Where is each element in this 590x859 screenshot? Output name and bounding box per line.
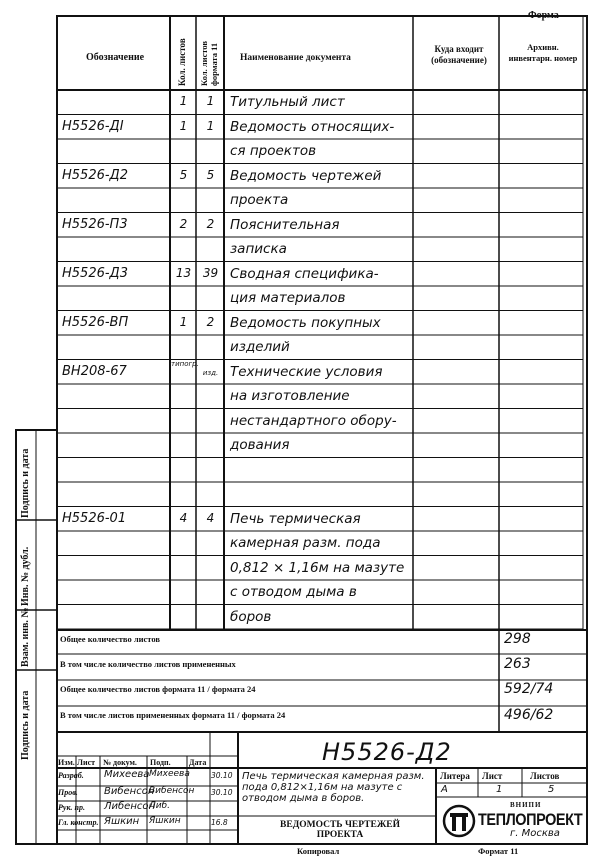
lit-value: А xyxy=(441,784,448,795)
row-name: Сводная специфика- xyxy=(230,265,379,282)
row-name: ция материалов xyxy=(230,290,346,306)
sheet-value: 1 xyxy=(496,784,503,795)
format-bottom: Формат 11 xyxy=(478,846,519,856)
side-swap-inv: Взам. инв. № xyxy=(20,607,31,667)
lit-label: Литера xyxy=(440,771,470,781)
row-count: 1 xyxy=(179,94,188,108)
tb-signature: Яшкин xyxy=(149,816,181,826)
tb-role: Гл. констр. xyxy=(58,818,99,827)
row-code: Н5526-ДI xyxy=(62,118,124,134)
table-row xyxy=(0,115,590,140)
row-name: записка xyxy=(230,241,287,257)
row-name: на изготовление xyxy=(230,388,350,404)
sheet-label: Лист xyxy=(482,771,503,781)
city: г. Москва xyxy=(510,828,560,839)
tb-role: Пров. xyxy=(58,788,78,797)
row-name: дования xyxy=(230,437,290,453)
tb-name: Михеева xyxy=(104,769,150,780)
row-name: Технические условия xyxy=(230,363,383,380)
row-count: 5 xyxy=(179,167,188,182)
tb-header-cell: Изм. xyxy=(58,758,75,767)
header-archive-no: Архивн. инвентарн. номер xyxy=(508,42,578,63)
row-count: 1 xyxy=(179,314,188,329)
sheet-title: ВЕДОМОСТЬ ЧЕРТЕЖЕЙ ПРОЕКТА xyxy=(280,820,400,840)
row-name: Печь термическая xyxy=(230,510,361,527)
org-name: ТЕПЛОПРОЕКТ xyxy=(478,810,583,829)
tb-name: Вибенсон xyxy=(104,786,155,797)
tb-date: 30.10 xyxy=(211,788,233,797)
tb-name: Яшкин xyxy=(104,816,140,827)
table-row xyxy=(0,409,590,434)
table-row xyxy=(0,360,590,385)
table-row xyxy=(0,262,590,287)
table-row xyxy=(0,580,590,605)
row-code: Н5526-Д2 xyxy=(62,167,128,183)
total-label: Общее количество листов формата 11 / формата 24 xyxy=(60,684,256,694)
tb-header-cell: № докум. xyxy=(103,758,137,767)
tb-signature: Вибенсон xyxy=(149,786,195,796)
table-row xyxy=(0,286,590,311)
table-row xyxy=(0,311,590,336)
header-sheets-count: Кол. листов xyxy=(177,38,187,86)
row-format-count: 2 xyxy=(206,314,215,329)
row-name: Ведомость относящих- xyxy=(230,118,395,135)
form-label: Форма xyxy=(528,10,559,21)
teploproekt-logo xyxy=(440,800,585,842)
table-row xyxy=(0,531,590,556)
table-row xyxy=(0,188,590,213)
row-format-count: изд. xyxy=(202,368,219,377)
row-name: Пояснительная xyxy=(230,216,340,233)
row-name: ся проектов xyxy=(230,143,317,159)
table-row xyxy=(0,482,590,507)
header-sheets-format-text: Кол. листов формата 11 xyxy=(199,40,219,86)
row-code: Н5526-ВП xyxy=(62,314,129,330)
row-count: 1 xyxy=(179,118,188,133)
table-row xyxy=(0,164,590,189)
table-row xyxy=(0,237,590,262)
side-sign-date: Подпись и дата xyxy=(20,448,31,518)
total-value: 592/74 xyxy=(504,681,554,697)
tb-date: 16.8 xyxy=(211,818,228,827)
total-value: 298 xyxy=(504,631,531,647)
row-format-count: 1 xyxy=(206,118,215,133)
row-format-count: 2 xyxy=(206,216,215,231)
row-name: Титульный лист xyxy=(230,94,345,110)
row-format-count: 39 xyxy=(202,265,219,280)
table-row xyxy=(0,90,590,115)
row-format-count: 4 xyxy=(206,510,215,525)
table-row xyxy=(0,384,590,409)
row-name: нестандартного обору- xyxy=(230,412,397,429)
row-name: боров xyxy=(230,608,272,625)
side-inv-dup: Инв. № дубл. xyxy=(20,546,31,606)
row-name: камерная разм. пода xyxy=(230,535,381,551)
row-format-count: 5 xyxy=(206,167,215,182)
tb-date: 30.10 xyxy=(211,771,233,780)
sheets-value: 5 xyxy=(548,784,555,795)
table-row xyxy=(0,335,590,360)
table-row xyxy=(0,139,590,164)
table-row xyxy=(0,458,590,483)
total-label: В том числе листов примененных формата 11 / формата 24 xyxy=(60,710,286,720)
title-doc-code: Н5526-Д2 xyxy=(322,738,452,766)
table-row xyxy=(0,556,590,581)
row-format-count: 1 xyxy=(206,94,215,108)
row-code: Н5526-П3 xyxy=(62,216,128,232)
table-row xyxy=(0,507,590,532)
tb-header-cell: Подп. xyxy=(150,758,171,767)
total-label: Общее количество листов xyxy=(60,634,160,644)
row-count: 2 xyxy=(179,216,188,231)
row-code: Н5526-Д3 xyxy=(62,265,128,281)
table-row xyxy=(0,605,590,630)
total-value: 263 xyxy=(504,656,531,672)
total-label: В том числе количество листов примененных xyxy=(60,659,236,669)
copied-label: Копировал xyxy=(297,846,340,856)
total-value: 496/62 xyxy=(504,707,554,723)
header-designation: Обозначение xyxy=(86,52,145,63)
sheets-label: Листов xyxy=(530,771,560,781)
tb-role: Рук. пр. xyxy=(58,803,85,812)
row-count: 13 xyxy=(175,265,192,280)
table-row xyxy=(0,213,590,238)
row-count: типогр. xyxy=(171,359,199,368)
row-name: Ведомость чертежей xyxy=(230,167,382,184)
tb-name: Либенсон xyxy=(104,801,156,812)
header-where-used: Куда входит (обозначение) xyxy=(431,44,487,65)
row-name: проекта xyxy=(230,192,289,208)
row-name: 0,812 × 1,16м на мазуте xyxy=(230,559,405,576)
side-sign-date-2: Подпись и дата xyxy=(20,690,31,760)
logo-emblem-icon xyxy=(442,804,476,838)
tb-signature: Либ. xyxy=(149,801,171,811)
org-small: ВНИПИ xyxy=(510,801,542,809)
row-code: Н5526-01 xyxy=(62,510,127,526)
row-name: Ведомость покупных xyxy=(230,314,381,331)
row-name: изделий xyxy=(230,339,290,355)
tb-signature: Михеева xyxy=(149,769,190,779)
row-count: 4 xyxy=(179,510,188,525)
row-code: ВН208-67 xyxy=(62,363,127,379)
table-row xyxy=(0,433,590,458)
title-description: Печь термическая камерная разм. пода 0,812×1,16м на мазуте с отводом дыма в боров. xyxy=(242,771,425,804)
tb-role: Разраб. xyxy=(58,771,84,780)
tb-header-cell: Дата xyxy=(189,758,207,767)
header-doc-name: Наименование документа xyxy=(240,53,351,63)
tb-header-cell: Лист xyxy=(77,758,96,767)
row-name: с отводом дыма в xyxy=(230,584,357,600)
